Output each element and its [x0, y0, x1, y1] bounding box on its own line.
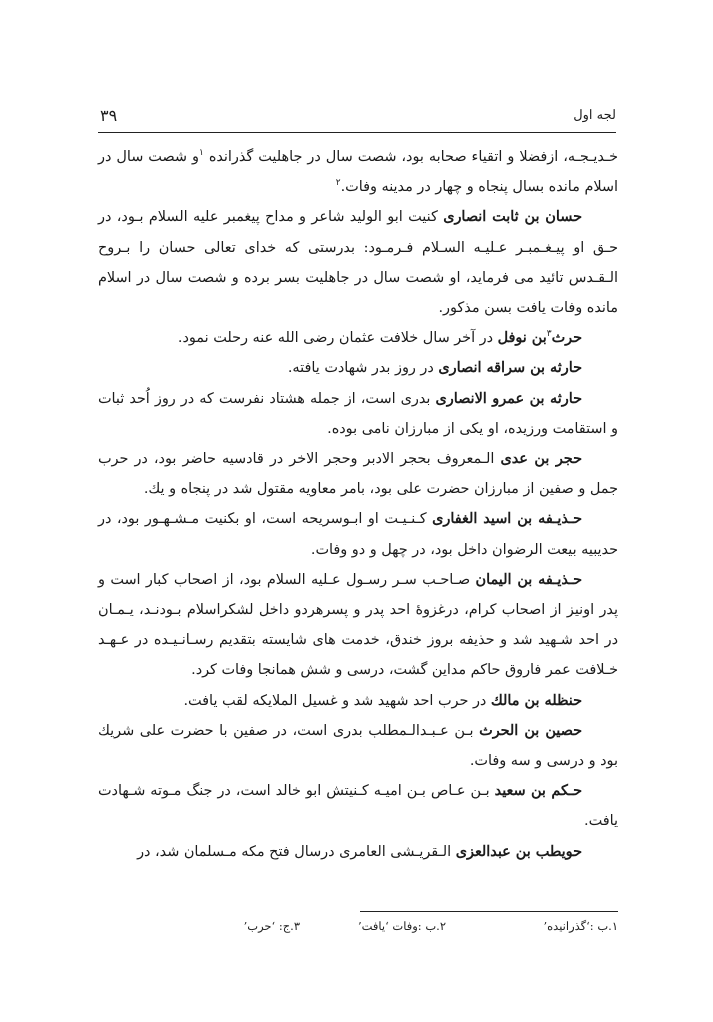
entry-name: حصین بن الحرث: [479, 721, 582, 739]
entry-text: کنیت ابو الولید شاعر و مداح پیغمبر علیه السلام بـود، در حـق او پیـغـمبـر عـلیـه السـلام فـرمـود: بدرستی که خدای تعالی حسان را بـروح الـقـدس تائید می فرماید، او شصت سال در جاهلیت بسر برده و شصت سال در اسلام مانده وفات یافت بسن مذکور.: [98, 209, 618, 317]
entry-name: حـکم بن سعید: [494, 782, 583, 800]
entry-harth: [98, 323, 618, 353]
footnote-3: ۳.ج: ‘حرب’: [243, 919, 300, 933]
footnotes: [98, 917, 618, 939]
entry-text: بدری است، از جمله هشتاد نفرست که در روز اُحد ثبات و استقامت ورزیده، او یکی از مبارزان نامی بوده.: [98, 390, 618, 437]
entry-name: حارثه بن سراقه انصاری: [438, 359, 582, 377]
entry-text: در روز بدر شهادت یافته.: [287, 360, 439, 377]
entry-text: در آخر سال خلافت عثمان رضی الله عنه رحلت نمود.: [177, 330, 498, 347]
entry-name-cont: بن نوفل: [497, 329, 547, 347]
footnote-2: ۲.ب :وفات ‘یافت’: [357, 919, 446, 933]
entry-hudhayfa-yaman: [98, 565, 618, 686]
paragraph-text: خـدیـجـه، ازفضلا و اتقیاء صحابه بود، شصت سال در جاهلیت گذرانده: [203, 149, 618, 165]
entry-text: در حرب احد شهید شد و غسیل الملایکه لقب یافت.: [183, 692, 491, 709]
entry-haritha-suraqa: [98, 353, 618, 383]
entry-text: بـن عـبـدالـمطلب بدری است، در صفین با حضرت علی شریك بود و درسی و سه وفات.: [98, 722, 618, 770]
footnote-ref: ۱: [198, 148, 204, 159]
entry-husayn: [98, 716, 618, 776]
paragraph-khadija: [98, 142, 618, 202]
entry-hudhayfa-asid: [98, 504, 618, 564]
entry-text: کـنـیـت او ابـوسریحه است، او بکنیت مـشـهـور بود، در حدیبیه بیعت الرضوان داخل بود، در چهل و دو وفات.: [98, 511, 618, 558]
entry-name: حرث: [551, 329, 582, 347]
entry-text: بـن عـاص بـن امیـه کـنیتش ابو خالد است، در جنگ مـوته شـهادت یافت.: [98, 783, 618, 830]
page-number: ۳۹: [100, 106, 118, 125]
entry-name: حویطب بن عبدالعزی: [455, 842, 582, 860]
body-text: [98, 142, 618, 867]
entry-hanzala: [98, 686, 618, 716]
footnote-ref: ۲: [335, 178, 341, 189]
paragraph-text: و شصت سال در اسلام مانده بسال پنجاه و چهار در مدینه وفات.: [98, 149, 618, 196]
entry-huwaytib: [98, 837, 618, 867]
entry-haritha-amr: [98, 384, 618, 444]
running-title: لجه اول: [573, 108, 616, 123]
footnote-divider: [360, 911, 618, 912]
entry-name: حنظله بن مالك: [490, 691, 582, 709]
footnote-ref: ۳: [546, 329, 552, 340]
entry-hujr: [98, 444, 618, 504]
page-header: [98, 106, 616, 133]
entry-name: حارثه بن عمرو الانصاری: [435, 389, 582, 407]
entry-name: حـذیـفه بن اسید الغفاری: [432, 510, 582, 528]
entry-name: حسان بن ثابت انصاری: [443, 208, 582, 226]
entry-text: الـقریـشی العامری درسال فتح مکه مـسلمان شد، در: [137, 843, 456, 860]
entry-hakam: [98, 776, 618, 836]
entry-hassan: [98, 202, 618, 323]
footnote-1: ۱.ب :‘گذرانیده’: [543, 919, 618, 933]
entry-text: الـمعروف بحجر الادبر وحجر الاخر در قادسیه حاضر بود، در حرب جمل و صفین از مبارزان حضرت علی بود، بامر معاویه مقتول شد در پنجاه و یك.: [98, 451, 618, 498]
entry-text: صـاحـب سـر رسـول عـلیه السلام بود، از اصحاب کبار است و پدر اونیز از اصحاب کرام، درغزوهٔ احد پدر و پسرهردو داخل لشکراسلام بـودنـد، یـمـان در احد شـهید شد و حذیفه بروز خندق، خدمت های شایسته بتقدیم رسـانـیـده در عـهـد خـلافت عمر فاروق حاکم مداین گشت، درسی و شش همانجا وفات کرد.: [98, 571, 618, 679]
entry-name: حجر بن عدی: [500, 450, 582, 468]
entry-name: حـذیـفه بن الیمان: [475, 570, 583, 588]
